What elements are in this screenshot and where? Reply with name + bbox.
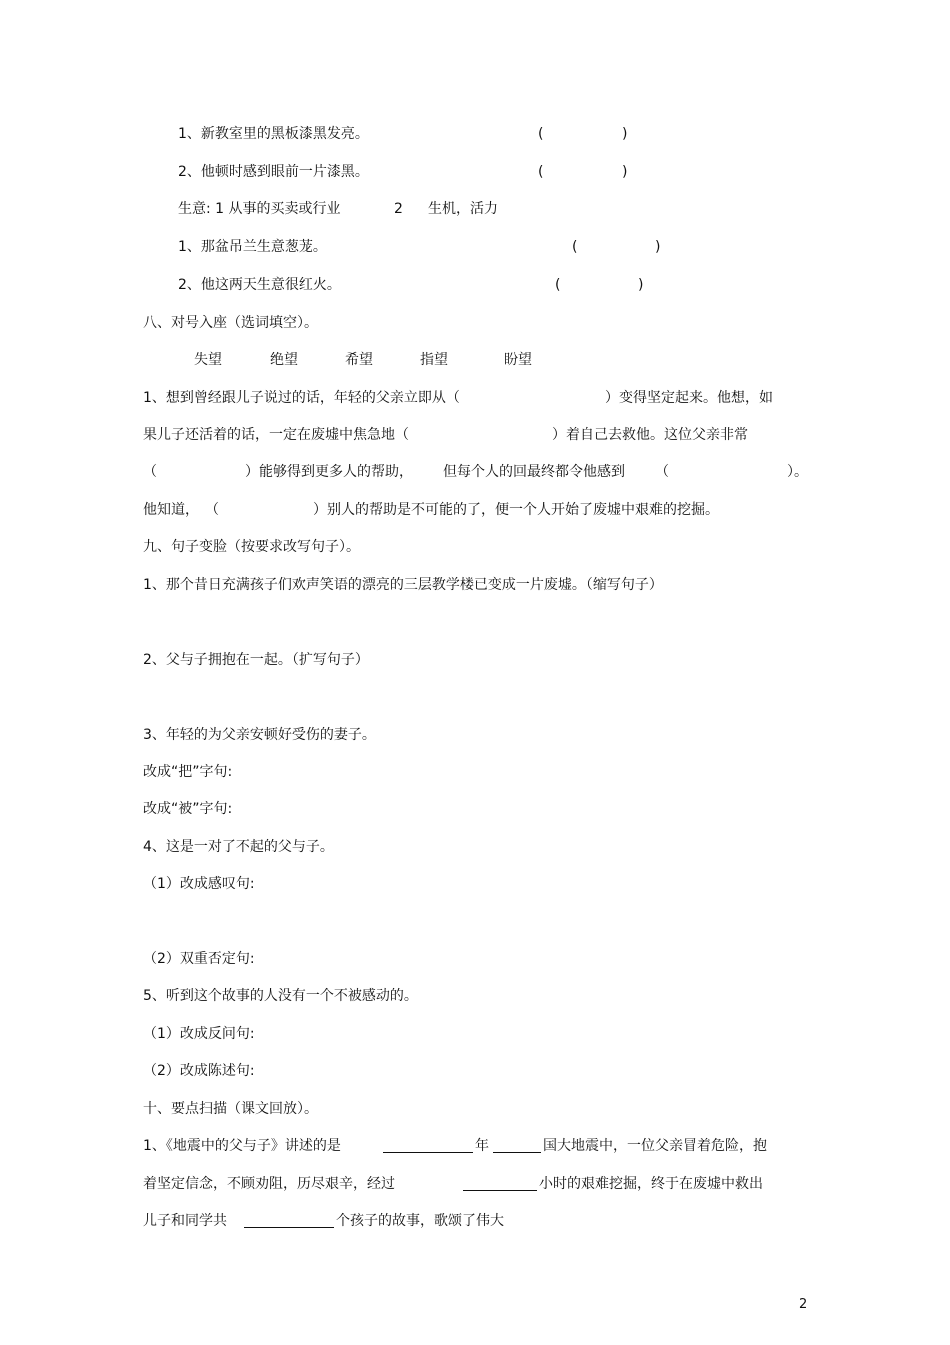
s7-paren-open-3: (: [572, 239, 578, 255]
s7-question-2: 2、他顿时感到眼前一片漆黑。: [178, 164, 369, 180]
blank-country[interactable]: [493, 1138, 541, 1153]
s8-line-4-a: 他知道，: [143, 502, 199, 518]
s7-paren-close-4: ): [638, 277, 644, 293]
s9-question-4-1: （1）改成感叹句:: [143, 876, 255, 892]
s10-line-3-b: 个孩子的故事，歌颂了伟大: [336, 1213, 504, 1229]
s8-line-1-b: ）变得坚定起来。他想，如: [605, 390, 773, 406]
section-10-heading: 十、要点扫描（课文回放）。: [143, 1101, 318, 1117]
s8-line-2-b: ）着自己去救他。这位父亲非常: [552, 427, 748, 443]
s10-line-2-b: 小时的艰难挖掘，终于在废墟中救出: [539, 1176, 763, 1192]
s9-question-5-1: （1）改成反问句:: [143, 1026, 255, 1042]
s7-paren-open-2: (: [538, 164, 544, 180]
s9-question-5-2: （2）改成陈述句:: [143, 1063, 255, 1079]
s10-line-1-b: 年: [475, 1138, 489, 1154]
s8-line-4-b: （: [205, 502, 219, 518]
s9-question-3-bei: 改成“被”字句:: [143, 801, 233, 817]
s10-line-2-a: 着坚定信念，不顾劝阻，历尽艰辛，经过: [143, 1176, 395, 1192]
s8-line-4-c: ）别人的帮助是不可能的了，便一个人开始了废墟中艰难的挖掘。: [313, 502, 719, 518]
s8-line-2-a: 果儿子还活着的话，一定在废墟中焦急地（: [143, 427, 409, 443]
s7-question-3: 1、那盆吊兰生意葱茏。: [178, 239, 327, 255]
s9-question-3-ba: 改成“把”字句:: [143, 764, 233, 780]
s7-question-1: 1、新教室里的黑板漆黑发亮。: [178, 126, 369, 142]
s8-line-3-c: 但每个人的回最终都令他感到: [443, 464, 625, 480]
shengyi-definition-2: 生机，活力: [428, 201, 498, 217]
s8-line-3-a: （: [143, 464, 157, 480]
blank-children-count[interactable]: [244, 1213, 334, 1228]
s7-paren-close-1: ): [622, 126, 628, 142]
word-choice-4: 指望: [420, 352, 448, 368]
s10-line-1-a: 1、《地震中的父与子》讲述的是: [143, 1138, 341, 1154]
word-choice-5: 盼望: [504, 352, 532, 368]
s7-paren-close-2: ): [622, 164, 628, 180]
page-number: 2: [799, 1297, 808, 1312]
s9-question-4-2: （2）双重否定句:: [143, 951, 255, 967]
blank-hours[interactable]: [463, 1176, 537, 1191]
s9-question-3: 3、年轻的为父亲安顿好受伤的妻子。: [143, 727, 376, 743]
shengyi-number-2: 2: [394, 201, 403, 217]
section-9-heading: 九、句子变脸（按要求改写句子）。: [143, 539, 360, 555]
s10-line-1-c: 国大地震中，一位父亲冒着危险，抱: [543, 1138, 767, 1154]
word-choice-3: 希望: [345, 352, 373, 368]
word-choice-1: 失望: [194, 352, 222, 368]
s8-line-1-a: 1、想到曾经跟儿子说过的话，年轻的父亲立即从（: [143, 390, 460, 406]
word-choice-2: 绝望: [270, 352, 298, 368]
s10-line-3-a: 儿子和同学共: [143, 1213, 227, 1229]
shengyi-definition-1: 生意: 1 从事的买卖或行业: [178, 201, 341, 217]
section-8-heading: 八、对号入座（选词填空）。: [143, 315, 318, 331]
s8-line-3-d: （: [655, 464, 669, 480]
blank-year[interactable]: [383, 1138, 473, 1153]
s7-question-4: 2、他这两天生意很红火。: [178, 277, 341, 293]
s7-paren-open-4: (: [555, 277, 561, 293]
s9-question-5: 5、听到这个故事的人没有一个不被感动的。: [143, 988, 418, 1004]
s9-question-2: 2、父与子拥抱在一起。（扩写句子）: [143, 652, 369, 668]
s8-line-3-b: ）能够得到更多人的帮助，: [245, 464, 413, 480]
s7-paren-close-3: ): [655, 239, 661, 255]
s9-question-4: 4、这是一对了不起的父与子。: [143, 839, 334, 855]
s7-paren-open-1: (: [538, 126, 544, 142]
s8-line-3-e: ）。: [787, 464, 808, 480]
s9-question-1: 1、那个昔日充满孩子们欢声笑语的漂亮的三层教学楼已变成一片废墟。（缩写句子）: [143, 577, 663, 593]
